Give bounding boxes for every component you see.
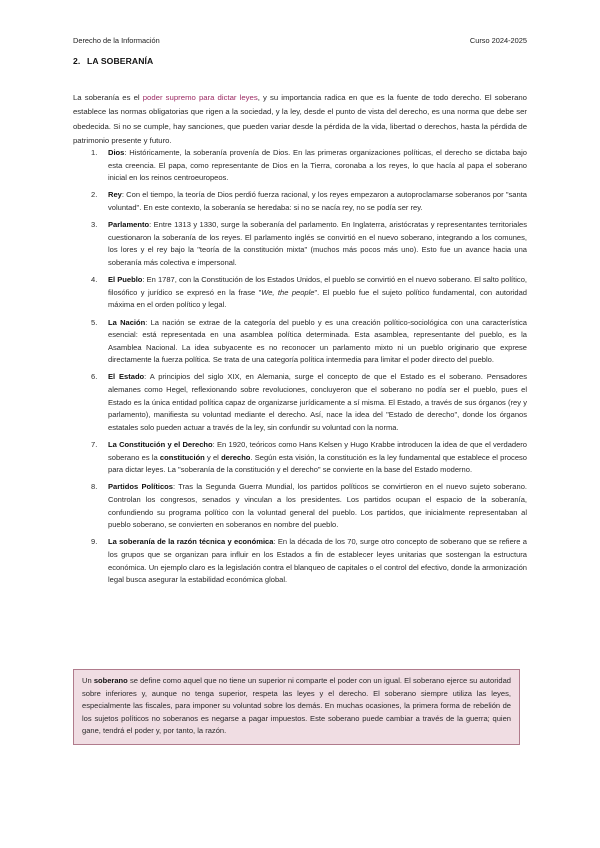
list-item-number: 2. [91, 190, 98, 200]
list-item-term: La Constitución y el Derecho [108, 440, 213, 450]
list-item-number: 4. [91, 275, 98, 285]
list-item [73, 317, 527, 367]
list-item-number: 9. [91, 537, 98, 547]
list-item [73, 219, 527, 269]
definition-callout [73, 669, 520, 745]
list-item [73, 274, 527, 312]
list-item-text: : Tras la Segunda Guerra Mundial, los partidos políticos se convirtieron en el nuevo sujeto soberano. Controlan los congresos, senados y vinculan a los presidentes. Los partidos ocupan el espacio de la soberanía, confundiendo su programa político con la voluntad general del pueblo. Los partidos, que inicialmente representaban al pueblo soberano, se convierten en soberanos en nombre del pueblo. [108, 482, 527, 530]
section-number: 2. [73, 56, 81, 66]
header-course-name: Derecho de la Información [73, 36, 160, 45]
list-item-text: : En la década de los 70, surge otro concepto de soberano que se refiere a los grupos que se organizan para influir en los Estados a fin de establecer leyes unitarias que sostengan la estructura económica. Un ejemplo claro es la legislación contra el blanqueo de capitales o el control del efectivo, donde la armonización legal busca asegurar la estabilidad económica global. [108, 537, 527, 585]
intro-text-end: , y su importancia radica en que es la fuente de todo derecho. El soberano establece las normas obligatorias que rigen a la sociedad, y la ley, desde el punto de vista del derecho, es una norma que debe ser obedecida. Si no se cumple, hay sanciones, que pueden variar desde la pérdida de la vida, libertad o derechos, hasta la pérdida de patrimonio presente y futuro. [73, 92, 527, 146]
sovereignty-list [73, 147, 527, 591]
list-item [73, 147, 527, 185]
list-item-text: : A principios del siglo XIX, en Alemania, surge el concepto de que el Estado es el soberano. Pensadores alemanes como Hegel, reflexionando sobre revoluciones, concluyeron que el soberano no podía ser el pueblo, pues el Estado es la única entidad política capaz de organizarse jurídicamente a sí misma. El Estado, a través de sus órganos (rey y parlamento), manifiesta su voluntad mediante el derecho. Así, nace la idea del "Estado de derecho", donde los órganos estatales solo pueden actuar a través de la ley, sin confundir su voluntad con la norma. [108, 372, 527, 432]
list-item [73, 371, 527, 434]
list-item-number: 8. [91, 482, 98, 492]
callout-text: se define como aquel que no tiene un superior ni comparte el poder con un igual. El soberano ejerce su autoridad sobre inferiores y, aunque no tenga superior, respeta las leyes y el derecho. El soberano siempre utiliza las leyes, especialmente las fiscales, para imponer su voluntad sobre los demás. En muchas ocasiones, la primera forma de rebelión de los sujetos políticos no soberanos es negarse a pagar impuestos. Este soberano puede cambiar a través de la guerra; quien gane, tendrá el poder y, por tanto, la razón. [82, 676, 511, 736]
list-item-text: : Entre 1313 y 1330, surge la soberanía del parlamento. En Inglaterra, aristócratas y representantes territoriales cuestionaron la soberanía de los reyes. El parlamento inglés se convirtió en el nuevo soberano, integrando a los comunes, los lores y el rey bajo la "teoría de la constitución mixta" (muchos más pocos más uno). Esto fue un avance hacia una soberanía más colectiva e impersonal. [108, 220, 527, 267]
list-item-text: : En 1920, teóricos como Hans Kelsen y Hugo Krabbe introducen la idea de que el verdadero soberano es la [108, 440, 527, 462]
page-header [73, 36, 527, 48]
list-item [73, 439, 527, 477]
list-item-term: Dios [108, 148, 125, 157]
list-item-quote: We, the people [261, 287, 315, 297]
list-item-text-end: ". El pueblo fue el sujeto político fundamental, con autoridad máxima en el orden político y legal. [108, 287, 527, 310]
section-heading: LA SOBERANÍA [87, 56, 154, 66]
list-item-term: El Estado [108, 372, 145, 382]
header-course-year: Curso 2024-2025 [469, 36, 527, 45]
list-item-text: : Con el tiempo, la teoría de Dios perdió fuerza racional, y los reyes empezaron a autoproclamarse soberanos por "santa voluntad". En este contexto, la soberanía se heredaba: si no se nacía rey, no se podía ser rey. [108, 190, 527, 212]
list-item-term: Rey [108, 190, 122, 200]
list-item-text-mid: y el [204, 452, 222, 462]
list-item-term: El Pueblo [108, 275, 143, 285]
list-item-bold-word: derecho [221, 452, 251, 462]
callout-term: soberano [93, 676, 128, 685]
section-title [73, 56, 153, 66]
intro-paragraph [73, 91, 527, 149]
list-item-term: La Nación [108, 317, 146, 327]
callout-text-start: Un [82, 676, 94, 685]
list-item-number: 6. [91, 372, 98, 382]
intro-highlight: poder supremo para dictar leyes [142, 92, 258, 102]
list-item-text: : En 1787, con la Constitución de los Estados Unidos, el pueblo se convirtió en el nuevo soberano. El salto político, filosófico y jurídico se expresó en la frase " [108, 275, 527, 297]
list-item-number: 3. [91, 220, 98, 230]
list-item [73, 481, 527, 531]
list-item-term: Parlamento [108, 220, 150, 230]
intro-text-start: La soberanía es el [73, 92, 143, 102]
list-item-number: 5. [91, 317, 98, 327]
list-item-text: : Históricamente, la soberanía provenía de Dios. En las primeras organizaciones políticas, el derecho se dictaba bajo esta creencia. El papa, como representante de Dios en la Tierra, coronaba a los reyes, lo que hacía al papa el soberano inicial en los reinos centroeuropeos. [108, 148, 527, 183]
list-item-text-end: . Según esta visión, la constitución es la ley fundamental que establece el proceso para dictar leyes. La "soberanía de la constitución y el derecho" se convierte en la base del Estado moderno. [108, 452, 527, 475]
list-item-number: 1. [91, 148, 98, 157]
list-item-bold-word: constitución [159, 452, 205, 462]
list-item-term: Partidos Políticos [108, 482, 173, 492]
list-item [73, 536, 527, 586]
list-item-term: La soberanía de la razón técnica y económica [108, 537, 274, 547]
list-item-text: : La nación se extrae de la categoría del pueblo y es una creación político-sociológica con una característica esencial: está representada en una asamblea política determinada. Esta asamblea, representante del pueblo, es la Asamblea Nacional. La idea subyacente es no reconocer un parlamento mixto ni un pueblo originario que exprese directamente la fuerza política. Se trata de una categoría política intermedia para limitar el poder directo del pueblo. [108, 317, 527, 365]
list-item-number: 7. [91, 440, 98, 450]
list-item [73, 189, 527, 214]
